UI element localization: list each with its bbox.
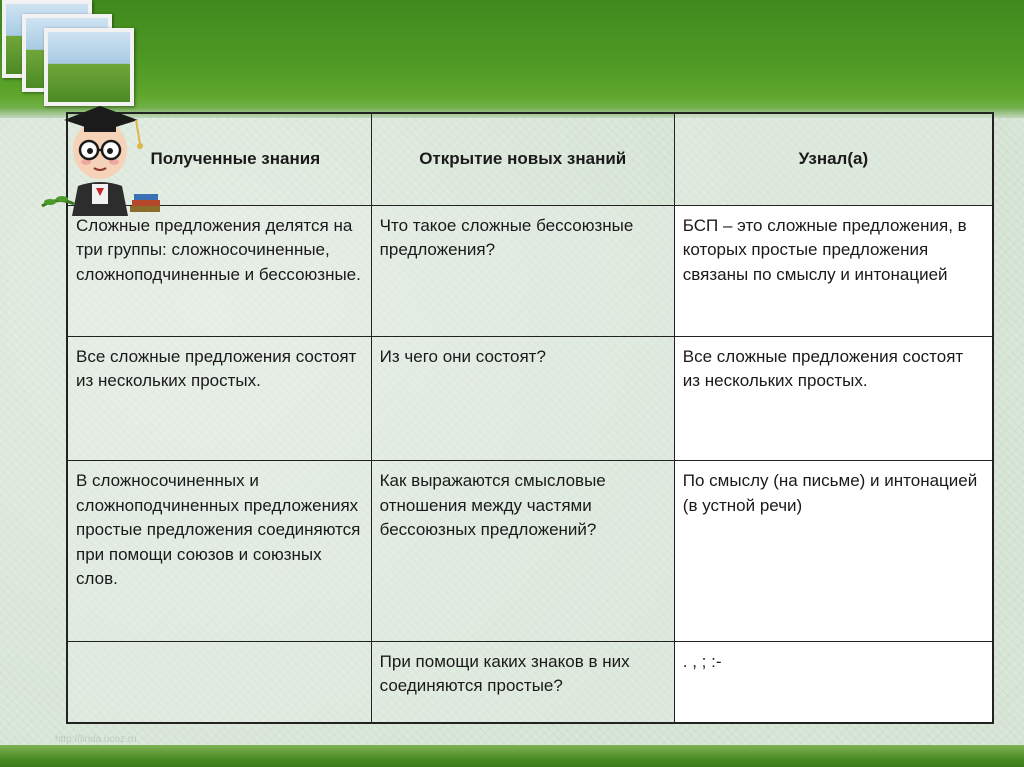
cell-question: Как выражаются смысловые отношения между частями бессоюзных предложений?: [371, 461, 674, 641]
header-known: Полученные знания: [67, 113, 371, 205]
table-row: [67, 336, 993, 461]
graduate-mascot-icon: [40, 88, 165, 223]
cell-learned: . , ; :-: [674, 641, 993, 723]
table-row: [67, 205, 993, 336]
footer-url: http://linda.ucoz.ru: [55, 734, 137, 745]
cell-learned: БСП – это сложные предложения, в которых простые предложения связаны по смыслу и интонацией: [674, 205, 993, 336]
cell-learned: Все сложные предложения состоят из нескольких простых.: [674, 336, 993, 461]
table-row: [67, 641, 993, 723]
cell-known: В сложносочиненных и сложноподчиненных предложениях простые предложения соединяются при помощи союзов и союзных слов.: [67, 461, 371, 641]
cell-learned: По смыслу (на письме) и интонацией (в устной речи): [674, 461, 993, 641]
cell-known: Сложные предложения делятся на три группы: сложносочиненные, сложноподчиненные и бессоюзные.: [67, 205, 371, 336]
cell-question: При помощи каких знаков в них соединяются простые?: [371, 641, 674, 723]
cell-question: Что такое сложные бессоюзные предложения?: [371, 205, 674, 336]
header-discovery: Открытие новых знаний: [371, 113, 674, 205]
cell-known: [67, 641, 371, 723]
knowledge-table: [66, 112, 994, 724]
table-header-row: [67, 113, 993, 205]
table-row: [67, 461, 993, 641]
cell-question: Из чего они состоят?: [371, 336, 674, 461]
footer-band: [0, 745, 1024, 767]
header-learned: Узнал(а): [674, 113, 993, 205]
cell-known: Все сложные предложения состоят из нескольких простых.: [67, 336, 371, 461]
